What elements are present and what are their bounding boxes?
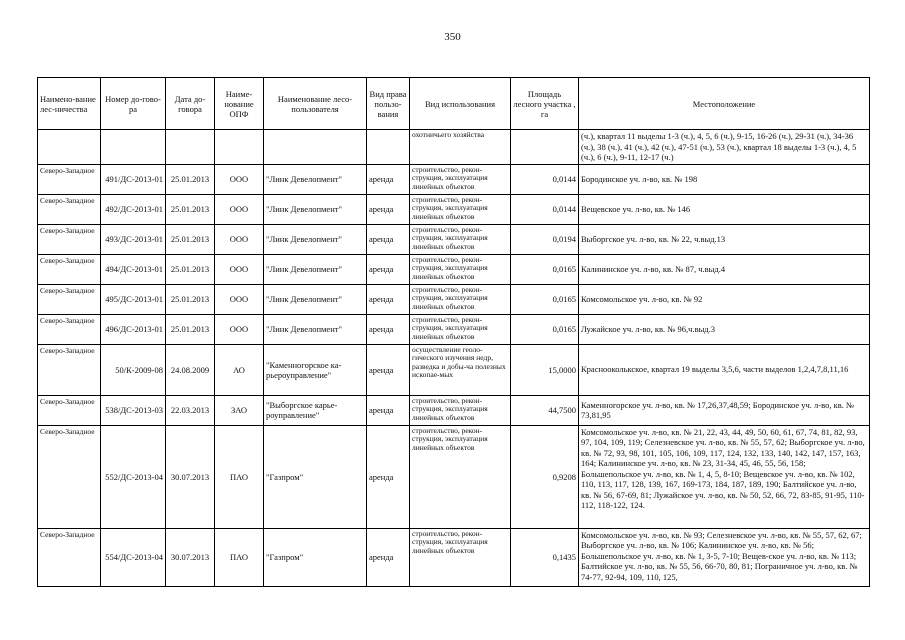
cell-opf: ООО xyxy=(215,314,264,344)
table-header-row xyxy=(38,78,870,130)
cell-ispolzovanie: строительство, рекон-струкция, эксплуатация линейных объектов xyxy=(410,425,511,528)
cell-lesopolzovatel: "Каменногорское ка-рьероуправление" xyxy=(264,344,367,395)
cell-pravo: аренда xyxy=(367,528,410,586)
cell-ispolzovanie: строительство, рекон-струкция, эксплуатация линейных объектов xyxy=(410,314,511,344)
cell-lesnichestvo: Северо-Западное xyxy=(38,528,101,586)
cell-nomer: 50/К-2009-08 xyxy=(101,344,166,395)
cell-opf: ЗАО xyxy=(215,395,264,425)
cell-mestopolozhenie: Каменногорское уч. л-во, кв. № 17,26,37,48,59; Бородинское уч. л-во, кв. № 73,81,95 xyxy=(579,395,870,425)
cell-ispolzovanie: строительство, рекон-струкция, эксплуатация линейных объектов xyxy=(410,254,511,284)
cell-nomer: 493/ДС-2013-01 xyxy=(101,224,166,254)
cell-mestopolozhenie: (ч.), квартал 11 выделы 1-3 (ч.), 4, 5, 6 (ч.), 9-15, 16-26 (ч.), 29-31 (ч.), 34-36 (ч.), 38 (ч.), 41 (ч.), 42 (ч.), 47-51 (ч.), 53 (ч.), квартал 18 выделы 1-3 (ч.), 4, 5 (ч.), 6 (ч.), 9-11, 12-17 (ч.) xyxy=(579,130,870,165)
cell-ploshad: 0,0165 xyxy=(511,314,579,344)
cell-nomer: 496/ДС-2013-01 xyxy=(101,314,166,344)
header-ploshad: Площадь лесного участка , га xyxy=(511,78,579,130)
page-number: 350 xyxy=(444,31,461,43)
cell-data: 22.03.2013 xyxy=(166,395,215,425)
cell-opf: ПАО xyxy=(215,528,264,586)
cell-lesnichestvo: Северо-Западное xyxy=(38,164,101,194)
cell-lesopolzovatel: "Линк Девелопмент" xyxy=(264,224,367,254)
cell-ploshad: 0,0194 xyxy=(511,224,579,254)
cell-data: 25.01.2013 xyxy=(166,194,215,224)
table-row xyxy=(38,425,870,528)
cell-lesnichestvo: Северо-Западное xyxy=(38,254,101,284)
cell-ploshad: 44,7500 xyxy=(511,395,579,425)
cell-pravo: аренда xyxy=(367,425,410,528)
header-lesnichestvo: Наимено-вание лес-ничества xyxy=(38,78,101,130)
cell-lesopolzovatel: "Газпром" xyxy=(264,528,367,586)
table-row xyxy=(38,164,870,194)
cell-ispolzovanie: строительство, рекон-струкция, эксплуатация линейных объектов xyxy=(410,284,511,314)
cell-mestopolozhenie: Комсомольское уч. л-во, кв. № 93; Селезневское уч. л-во, кв. № 55, 57, 62, 67; Выборгское уч. л-во, кв. № 106; Калининское уч. л-во, кв. № 56; Большепольское уч. л-во, кв. № 1, 3-5, 7-10; Вещев-ское уч. л-во, кв. № 113; Балтийское уч. л-во, кв. № 55, 56, 66-70, 80, 81; Пограничное уч. л-во, кв. № 74-77, 92-94, 109, 110, 125, xyxy=(579,528,870,586)
cell-nomer: 495/ДС-2013-01 xyxy=(101,284,166,314)
cell-data: 30.07.2013 xyxy=(166,528,215,586)
cell-data: 25.01.2013 xyxy=(166,284,215,314)
cell-ispolzovanie: строительство, рекон-струкция, эксплуатация линейных объектов xyxy=(410,194,511,224)
cell-nomer: 494/ДС-2013-01 xyxy=(101,254,166,284)
cell-ispolzovanie: строительство, рекон-струкция, эксплуатация линейных объектов xyxy=(410,528,511,586)
table-row-continuation xyxy=(38,130,870,165)
cell-lesnichestvo: Северо-Западное xyxy=(38,224,101,254)
cell-mestopolozhenie: Выборгское уч. л-во, кв. № 22, ч.выд.13 xyxy=(579,224,870,254)
cell-pravo: аренда xyxy=(367,314,410,344)
cell-nomer: 491/ДС-2013-01 xyxy=(101,164,166,194)
header-nomer: Номер до-гово-ра xyxy=(101,78,166,130)
cell-opf: АО xyxy=(215,344,264,395)
cell-ploshad: 0,0144 xyxy=(511,194,579,224)
cell-lesopolzovatel: "Линк Девелопмент" xyxy=(264,164,367,194)
cell-ploshad: 0,0165 xyxy=(511,284,579,314)
cell-mestopolozhenie: Комсомольское уч. л-во, кв. № 21, 22, 43, 44, 49, 50, 60, 61, 67, 74, 81, 82, 93, 97, 104, 109, 119; Селезневское уч. л-во, кв. № 55, 57, 62; Выборгское уч. л-во, кв. № 72, 93, 98, 101, 105, 106, 109, 117, 124, 132, 133, 140, 142, 147, 157, 163, 164; Калининское уч. л-во, кв. № 23, 31-34, 45, 46, 55, 56, 158; Большепольское уч. л-во, кв. № 1, 4, 5, 8-10; Вещевское уч. л-во, кв. № 102, 110, 113, 117, 128, 139, 167, 169-173, 184, 187, 189, 190; Балтийское уч. л-во, кв. № 56, 67-69, 81; Лужайское уч. л-во, кв. № 50, 52, 66, 72, 83-85, 91-95, 110-112, 118-122, 124. xyxy=(579,425,870,528)
cell-lesnichestvo: Северо-Западное xyxy=(38,425,101,528)
cell-opf: ООО xyxy=(215,164,264,194)
cell-lesopolzovatel: "Линк Девелопмент" xyxy=(264,254,367,284)
cell-lesnichestvo: Северо-Западное xyxy=(38,314,101,344)
cell-lesnichestvo: Северо-Западное xyxy=(38,395,101,425)
cell-lesopolzovatel: "Линк Девелопмент" xyxy=(264,194,367,224)
cell-opf: ООО xyxy=(215,284,264,314)
cell-ispolzovanie: осуществление геоло-гического изучения недр, разведка и добы-ча полезных ископае-мых xyxy=(410,344,511,395)
cell-mestopolozhenie: Краснооколькское, квартал 19 выделы 3,5,6, части выделов 1,2,4,7,8,11,16 xyxy=(579,344,870,395)
cell-opf: ПАО xyxy=(215,425,264,528)
header-data: Дата до-говора xyxy=(166,78,215,130)
cell-pravo: аренда xyxy=(367,344,410,395)
table-row xyxy=(38,528,870,586)
cell-lesnichestvo: Северо-Западное xyxy=(38,194,101,224)
cell-lesnichestvo: Северо-Западное xyxy=(38,284,101,314)
forest-lease-table xyxy=(37,77,870,587)
cell-data: 25.01.2013 xyxy=(166,164,215,194)
cell-nomer: 552/ДС-2013-04 xyxy=(101,425,166,528)
cell-nomer: 554/ДС-2013-04 xyxy=(101,528,166,586)
cell-lesopolzovatel: "Линк Девелопмент" xyxy=(264,314,367,344)
cell-data: 24.08.2009 xyxy=(166,344,215,395)
cell-nomer: 538/ДС-2013-03 xyxy=(101,395,166,425)
cell-pravo: аренда xyxy=(367,284,410,314)
header-ispolzovanie: Вид использования xyxy=(410,78,511,130)
cell-data: 25.01.2013 xyxy=(166,314,215,344)
cell-ispolzovanie: строительство, рекон-струкция, эксплуатация линейных объектов xyxy=(410,164,511,194)
cell-ploshad: 0,1435 xyxy=(511,528,579,586)
cell-mestopolozhenie: Калининское уч. л-во, кв. № 87, ч.выд.4 xyxy=(579,254,870,284)
table-row xyxy=(38,314,870,344)
cell-data: 25.01.2013 xyxy=(166,254,215,284)
cell-ploshad: 15,0000 xyxy=(511,344,579,395)
cell-lesnichestvo: Северо-Западное xyxy=(38,344,101,395)
cell-mestopolozhenie: Вещевское уч. л-во, кв. № 146 xyxy=(579,194,870,224)
header-opf: Наиме-нование ОПФ xyxy=(215,78,264,130)
cell-ploshad: 0,0165 xyxy=(511,254,579,284)
cell-pravo: аренда xyxy=(367,224,410,254)
header-mestopolozhenie: Местоположение xyxy=(579,78,870,130)
cell-data: 25.01.2013 xyxy=(166,224,215,254)
table-row xyxy=(38,254,870,284)
header-lesopolzovatel: Наименование лесо-пользователя xyxy=(264,78,367,130)
cell-ispolzovanie: строительство, рекон-струкция, эксплуатация линейных объектов xyxy=(410,224,511,254)
cell-pravo: аренда xyxy=(367,194,410,224)
table-row xyxy=(38,224,870,254)
cell-pravo: аренда xyxy=(367,254,410,284)
cell-pravo: аренда xyxy=(367,164,410,194)
cell-ispolzovanie: строительство, рекон-струкция, эксплуатация линейных объектов xyxy=(410,395,511,425)
cell-mestopolozhenie: Комсомольское уч. л-во, кв. № 92 xyxy=(579,284,870,314)
cell-lesopolzovatel: "Линк Девелопмент" xyxy=(264,284,367,314)
cell-ploshad: 0,9208 xyxy=(511,425,579,528)
table-row xyxy=(38,284,870,314)
cell-data: 30.07.2013 xyxy=(166,425,215,528)
cell-mestopolozhenie: Лужайское уч. л-во, кв. № 96,ч.выд.3 xyxy=(579,314,870,344)
cell-opf: ООО xyxy=(215,254,264,284)
cell-ispolzovanie: охотничьего хозяйства xyxy=(410,130,511,165)
table-row xyxy=(38,194,870,224)
cell-opf: ООО xyxy=(215,224,264,254)
cell-lesopolzovatel: "Газпром" xyxy=(264,425,367,528)
cell-pravo: аренда xyxy=(367,395,410,425)
table-row xyxy=(38,344,870,395)
cell-nomer: 492/ДС-2013-01 xyxy=(101,194,166,224)
cell-mestopolozhenie: Бородинское уч. л-во, кв. № 198 xyxy=(579,164,870,194)
cell-opf: ООО xyxy=(215,194,264,224)
header-pravo: Вид права пользо-вания xyxy=(367,78,410,130)
cell-lesopolzovatel: "Выборгское карье-роуправление" xyxy=(264,395,367,425)
cell-ploshad: 0,0144 xyxy=(511,164,579,194)
table-row xyxy=(38,395,870,425)
